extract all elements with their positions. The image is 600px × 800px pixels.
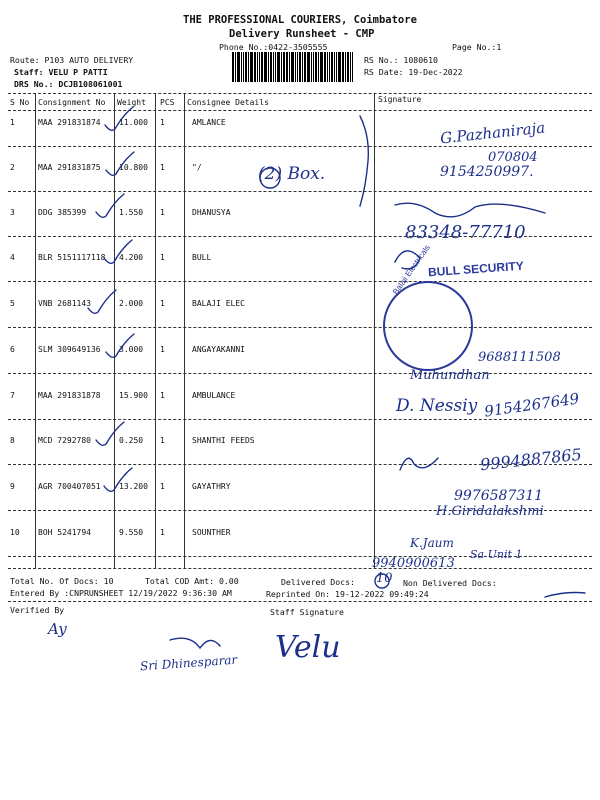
consignment-cell: BOH 5241794 [38,528,91,537]
circle-mark [260,168,280,188]
signature-stroke [395,203,545,217]
pcs-cell: 1 [160,482,165,491]
col-header-consignee: Consignee Details [187,98,269,107]
sno-cell: 2 [10,163,15,172]
rs-date: RS Date: 19-Dec-2022 [364,67,463,77]
weight-cell: 15.900 [119,391,148,400]
consignment-cell: AGR 700407051 [38,482,101,491]
consignee-cell: SOUNTHER [192,528,231,537]
staff-signature-label: Staff Signature [270,607,344,617]
signature-stroke [400,458,438,470]
sno-cell: 7 [10,391,15,400]
delivered-docs-label: Delivered Docs: [281,577,355,587]
total-cod: Total COD Amt: 0.00 [145,576,239,586]
col-header-pcs: PCS [160,98,175,107]
handwritten-number: 9940900613 [372,556,455,571]
consignee-cell: SHANTHI FEEDS [192,436,255,445]
consignment-cell: SLM 309649136 [38,345,101,354]
pcs-cell: 1 [160,345,165,354]
consignee-cell: DHANUSYA [192,208,231,217]
handwritten-number: 9688111508 [478,350,561,365]
handwritten-number: 83348-77710 [405,222,526,243]
consignee-cell: BALAJI ELEC [192,299,245,308]
handwritten-signature: Ay [48,620,67,638]
stamp-text: Balaji Electricals [391,243,432,297]
pcs-cell: 1 [160,118,165,127]
sno-cell: 8 [10,436,15,445]
handwritten-delivered-count: 10 [376,571,393,586]
handwritten-number: 9154267649 [483,389,581,421]
signature-stroke [545,593,585,598]
handwritten-number: 9154250997. [440,164,534,180]
handwritten-signature: D. Nessiy [396,396,478,416]
handwritten-signature: H.Giridalakshmi [436,504,544,519]
sno-cell: 4 [10,253,15,262]
weight-cell: 11.000 [119,118,148,127]
handwritten-number: 9976587311 [454,488,544,504]
consignment-cell: MAA 291831878 [38,391,101,400]
tick-mark-icon [106,334,134,357]
signature-stroke [170,638,220,648]
pcs-cell: 1 [160,253,165,262]
consignee-cell: GAYATHRY [192,482,231,491]
entered-by: Entered By :CNPRUNSHEET 12/19/2022 9:36:30 AM [10,588,232,598]
phone-number: Phone No.:0422-3505555 [219,42,328,52]
tick-mark-icon [96,422,124,445]
pcs-cell: 1 [160,299,165,308]
pcs-cell: 1 [160,208,165,217]
handwritten-signature: Muhundhan [410,368,490,383]
handwritten-number: 9994887865 [479,444,583,475]
sno-cell: 5 [10,299,15,308]
handwritten-note: Sa Unit 1 [470,548,523,561]
consignee-cell: ANGAYAKANNI [192,345,245,354]
handwritten-signature: G.Pazhaniraja [439,118,546,148]
staff-handwritten-signature: Velu [275,630,341,665]
pcs-cell: 1 [160,528,165,537]
consignment-cell: BLR 5151117118 [38,253,106,262]
pcs-cell: 1 [160,436,165,445]
consignee-cell: "/ [192,163,202,172]
tick-mark-icon [104,468,132,491]
tick-mark-icon [96,194,124,217]
consignee-cell: AMBULANCE [192,391,236,400]
signature-stroke [395,251,420,269]
weight-cell: 13.200 [119,482,148,491]
company-title: THE PROFESSIONAL COURIERS, Coimbatore [183,14,417,26]
route-label: Route: P103 AUTO DELIVERY [10,55,134,65]
consignment-cell: DDG 385399 [38,208,87,217]
tick-mark-icon [106,152,134,175]
weight-cell: 2.000 [119,299,144,308]
rs-number: RS No.: 1080610 [364,55,438,65]
weight-cell: 9.550 [119,528,144,537]
weight-cell: 3.000 [119,345,144,354]
runsheet-subtitle: Delivery Runsheet - CMP [229,28,375,40]
tick-mark-icon [88,290,116,313]
tick-mark-icon [104,240,132,263]
reprinted-on: Reprinted On: 19-12-2022 09:49:24 [266,589,429,599]
circle-mark [375,574,389,588]
staff-label: Staff: VELU P PATTI [14,67,108,77]
bracket-mark [360,116,368,206]
drs-number: DRS No.: DCJB108061001 [14,79,123,89]
consignment-cell: MAA 291831874 [38,118,101,127]
pcs-cell: 1 [160,391,165,400]
pcs-cell: 1 [160,163,165,172]
col-header-sno: S No [10,98,30,107]
page-number: Page No.:1 [452,42,502,52]
bull-security-stamp: BULL SECURITY [427,258,525,280]
verified-by-label: Verified By [10,605,65,615]
weight-cell: 1.550 [119,208,144,217]
tick-mark-icon [105,107,133,130]
handwritten-signature: Sri Dhinesparar [139,652,238,674]
handwritten-number: 070804 [488,150,538,165]
sno-cell: 10 [10,528,20,537]
consignee-cell: AMLANCE [192,118,226,127]
weight-cell: 4.200 [119,253,144,262]
handwritten-signature: K.Jaum [410,536,454,550]
handwritten-box-note: (2) Box. [258,164,326,184]
non-delivered-docs-label: Non Delivered Docs: [403,578,497,588]
sno-cell: 3 [10,208,15,217]
consignment-cell: MCD 7292780 [38,436,91,445]
sno-cell: 6 [10,345,15,354]
consignment-cell: VNB 2681143 [38,299,91,308]
sno-cell: 1 [10,118,15,127]
sno-cell: 9 [10,482,15,491]
total-docs: Total No. Of Docs: 10 [10,576,114,586]
consignment-cell: MAA 291831875 [38,163,101,172]
col-header-signature: Signature [378,95,422,104]
consignee-cell: BULL [192,253,212,262]
col-header-weight: Weight [117,98,146,107]
weight-cell: 0.250 [119,436,144,445]
col-header-consignment: Consignment No [38,98,106,107]
weight-cell: 10.800 [119,163,148,172]
